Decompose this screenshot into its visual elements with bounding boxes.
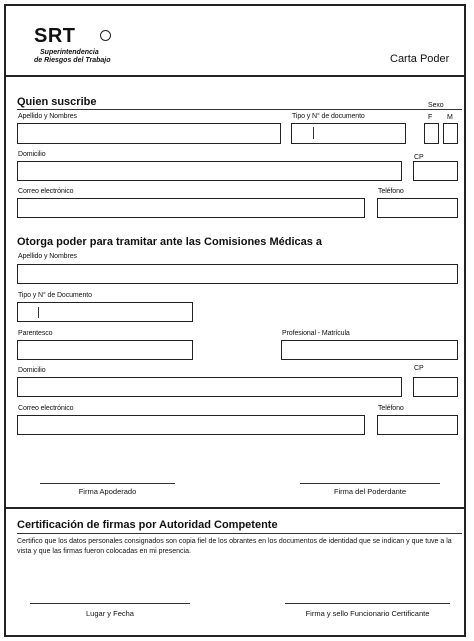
text-cursor xyxy=(313,127,314,139)
telefono-field[interactable] xyxy=(377,198,458,218)
firma-poderdante-label: Firma del Poderdante xyxy=(333,487,407,496)
label-sexo-f: F xyxy=(428,114,433,121)
label-sexo-m: M xyxy=(447,114,453,121)
firma-apoderado-label: Firma Apoderado xyxy=(78,487,137,496)
domicilio-field[interactable] xyxy=(17,161,402,181)
label-profesional-matricula: Profesional - Matrícula xyxy=(282,330,350,337)
document-title: Carta Poder xyxy=(390,53,450,65)
logo-subtitle-1: Superintendencia xyxy=(40,49,99,56)
cp-field[interactable] xyxy=(413,161,458,181)
label-apoderado-apellido: Apellido y Nombres xyxy=(18,253,77,260)
apoderado-domicilio-field[interactable] xyxy=(17,377,402,397)
label-cp: CP xyxy=(414,154,424,161)
apellido-nombres-field[interactable] xyxy=(17,123,281,144)
logo: SRT xyxy=(34,25,76,47)
section-title-certificacion: Certificación de firmas por Autoridad Competente xyxy=(17,519,278,531)
sexo-m-checkbox[interactable] xyxy=(443,123,458,144)
lugar-fecha-label: Lugar y Fecha xyxy=(86,609,134,618)
header-divider xyxy=(4,75,466,77)
certificacion-text: Certifico que los datos personales consignados son copia fiel de los obrantes en los documentos de identidad que se indican y que tuve a la vista y que las firmas fueron colocadas en mi presencia. xyxy=(17,538,452,555)
certificacion-divider xyxy=(4,507,466,509)
apoderado-correo-field[interactable] xyxy=(17,415,365,435)
correo-field[interactable] xyxy=(17,198,365,218)
apoderado-tipo-doc-field[interactable] xyxy=(17,302,193,322)
apoderado-telefono-field[interactable] xyxy=(377,415,458,435)
label-apoderado-tipo-doc: Tipo y N° de Documento xyxy=(18,292,92,299)
label-apoderado-domicilio: Domicilio xyxy=(18,367,46,374)
lugar-fecha-line[interactable] xyxy=(30,603,190,604)
label-parentesco: Parentesco xyxy=(18,330,53,337)
apoderado-cp-field[interactable] xyxy=(413,377,458,397)
label-apoderado-cp: CP xyxy=(414,365,424,372)
label-sexo: Sexo xyxy=(428,102,444,109)
section-title-quien-suscribe: Quien suscribe xyxy=(17,96,97,108)
label-apellido-nombres: Apellido y Nombres xyxy=(18,113,77,120)
apoderado-apellido-field[interactable] xyxy=(17,264,458,284)
parentesco-field[interactable] xyxy=(17,340,193,360)
profesional-matricula-field[interactable] xyxy=(281,340,458,360)
firma-poderdante-line[interactable] xyxy=(300,483,440,484)
section-underline xyxy=(17,109,462,110)
label-tipo-documento: Tipo y N° de documento xyxy=(292,113,365,120)
funcionario-firma-line[interactable] xyxy=(285,603,450,604)
text-cursor xyxy=(38,307,39,318)
certificacion-underline xyxy=(17,533,462,534)
sexo-f-checkbox[interactable] xyxy=(424,123,439,144)
tipo-documento-field[interactable] xyxy=(291,123,406,144)
label-domicilio: Domicilio xyxy=(18,151,46,158)
label-apoderado-correo: Correo electrónico xyxy=(18,405,74,412)
logo-subtitle-2: de Riesgos del Trabajo xyxy=(34,57,111,64)
section-title-otorga-poder: Otorga poder para tramitar ante las Comisiones Médicas a xyxy=(17,236,323,248)
firma-apoderado-line[interactable] xyxy=(40,483,175,484)
logo-mark-icon xyxy=(100,30,111,41)
funcionario-firma-label: Firma y sello Funcionario Certificante xyxy=(305,609,430,618)
label-apoderado-telefono: Teléfono xyxy=(378,405,404,412)
label-telefono: Teléfono xyxy=(378,188,404,195)
label-correo: Correo electrónico xyxy=(18,188,74,195)
